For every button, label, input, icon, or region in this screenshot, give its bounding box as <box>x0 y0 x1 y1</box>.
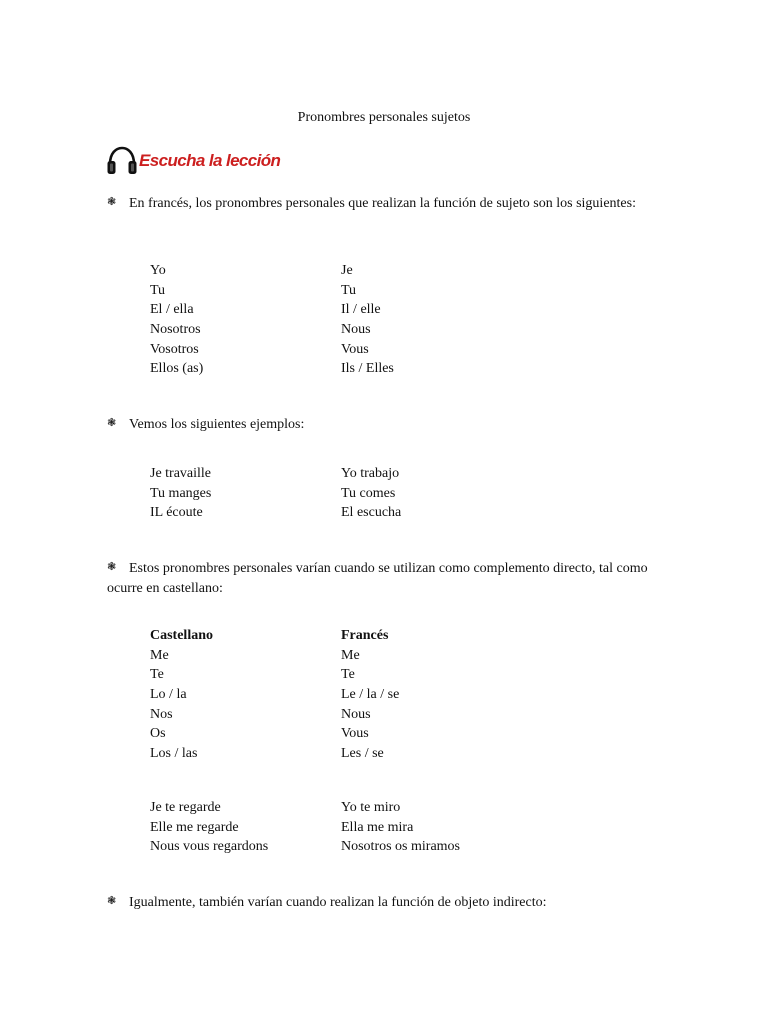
paragraph-text: Estos pronombres personales varían cuando se utilizan como complemento directo, tal como ocurre en castellano: <box>107 561 648 596</box>
table-row <box>150 744 570 764</box>
table-row <box>150 320 570 340</box>
spanish-cell: Vosotros <box>150 341 199 357</box>
french-cell: Ils / Elles <box>341 361 394 377</box>
page-title: Pronombres personales sujetos <box>297 110 471 125</box>
paragraph-subject-pronouns <box>107 192 667 214</box>
table-row <box>150 646 570 666</box>
table-row <box>150 300 570 320</box>
direct-object-examples-table <box>150 798 570 857</box>
spanish-cell: El / ella <box>150 302 194 318</box>
spanish-cell: Nosotros os miramos <box>341 839 460 855</box>
french-cell: Elle me regarde <box>150 819 239 835</box>
direct-object-table <box>150 626 570 764</box>
paragraph-text: Igualmente, también varían cuando realizan la función de objeto indirecto: <box>129 895 547 910</box>
flower-bullet-icon: ❃ <box>107 560 117 573</box>
flower-bullet-icon: ❃ <box>107 195 117 208</box>
table-row <box>150 281 570 301</box>
spanish-cell: Nosotros <box>150 322 201 338</box>
spanish-cell: Tu <box>150 282 166 298</box>
spanish-cell: Nos <box>150 706 173 722</box>
spanish-cell: Yo te miro <box>341 800 401 815</box>
paragraph-text: Vemos los siguientes ejemplos: <box>129 417 305 432</box>
table-row <box>150 261 570 281</box>
spanish-cell: Me <box>150 647 169 663</box>
french-cell: Je <box>341 263 353 278</box>
column-header-frances: Francés <box>341 628 389 643</box>
french-cell: Vous <box>341 341 369 357</box>
french-cell: Nous <box>341 706 371 722</box>
spanish-cell: El escucha <box>341 505 402 521</box>
table-row <box>150 464 570 484</box>
french-cell: Te <box>341 667 355 683</box>
spanish-cell: Ella me mira <box>341 819 414 835</box>
french-cell: Tu <box>341 282 357 298</box>
spanish-cell: Tu comes <box>341 485 396 501</box>
table-row <box>150 359 570 379</box>
table-row <box>150 685 570 705</box>
spanish-cell: Lo / la <box>150 687 187 703</box>
spanish-cell: Te <box>150 667 164 683</box>
listen-lesson-link[interactable] <box>106 145 280 177</box>
french-cell: Le / la / se <box>341 687 400 703</box>
table-row <box>150 503 570 523</box>
french-cell: Me <box>341 647 360 663</box>
table-row <box>150 665 570 685</box>
paragraph-direct-object <box>107 557 667 599</box>
examples-table <box>150 464 570 523</box>
subject-pronouns-table <box>150 261 570 379</box>
table-row <box>150 837 570 857</box>
spanish-cell: Ellos (as) <box>150 361 204 377</box>
spanish-cell: Los / las <box>150 746 198 762</box>
table-row <box>150 818 570 838</box>
spanish-cell: Os <box>150 726 166 742</box>
spanish-cell: Yo <box>150 263 166 278</box>
listen-lesson-label: Escucha la lección <box>139 151 281 170</box>
paragraph-text: En francés, los pronombres personales que realizan la función de sujeto son los siguientes: <box>129 196 636 211</box>
headphones-icon <box>106 146 138 176</box>
french-cell: IL écoute <box>150 505 203 521</box>
table-row <box>150 798 570 818</box>
french-cell: Je travaille <box>150 466 212 481</box>
paragraph-indirect-object <box>107 891 667 913</box>
french-cell: Je te regarde <box>150 800 221 815</box>
table-row <box>150 705 570 725</box>
french-cell: Nous vous regardons <box>150 839 269 855</box>
flower-bullet-icon: ❃ <box>107 894 117 907</box>
table-row <box>150 484 570 504</box>
spanish-cell: Yo trabajo <box>341 466 400 481</box>
flower-bullet-icon: ❃ <box>107 416 117 429</box>
table-row <box>150 340 570 360</box>
french-cell: Vous <box>341 726 369 742</box>
french-cell: Tu manges <box>150 485 212 501</box>
table-header-row <box>150 626 570 646</box>
paragraph-examples <box>107 413 667 435</box>
french-cell: Nous <box>341 322 371 338</box>
french-cell: Les / se <box>341 746 384 762</box>
table-row <box>150 724 570 744</box>
column-header-castellano: Castellano <box>150 628 213 643</box>
french-cell: Il / elle <box>341 302 381 318</box>
